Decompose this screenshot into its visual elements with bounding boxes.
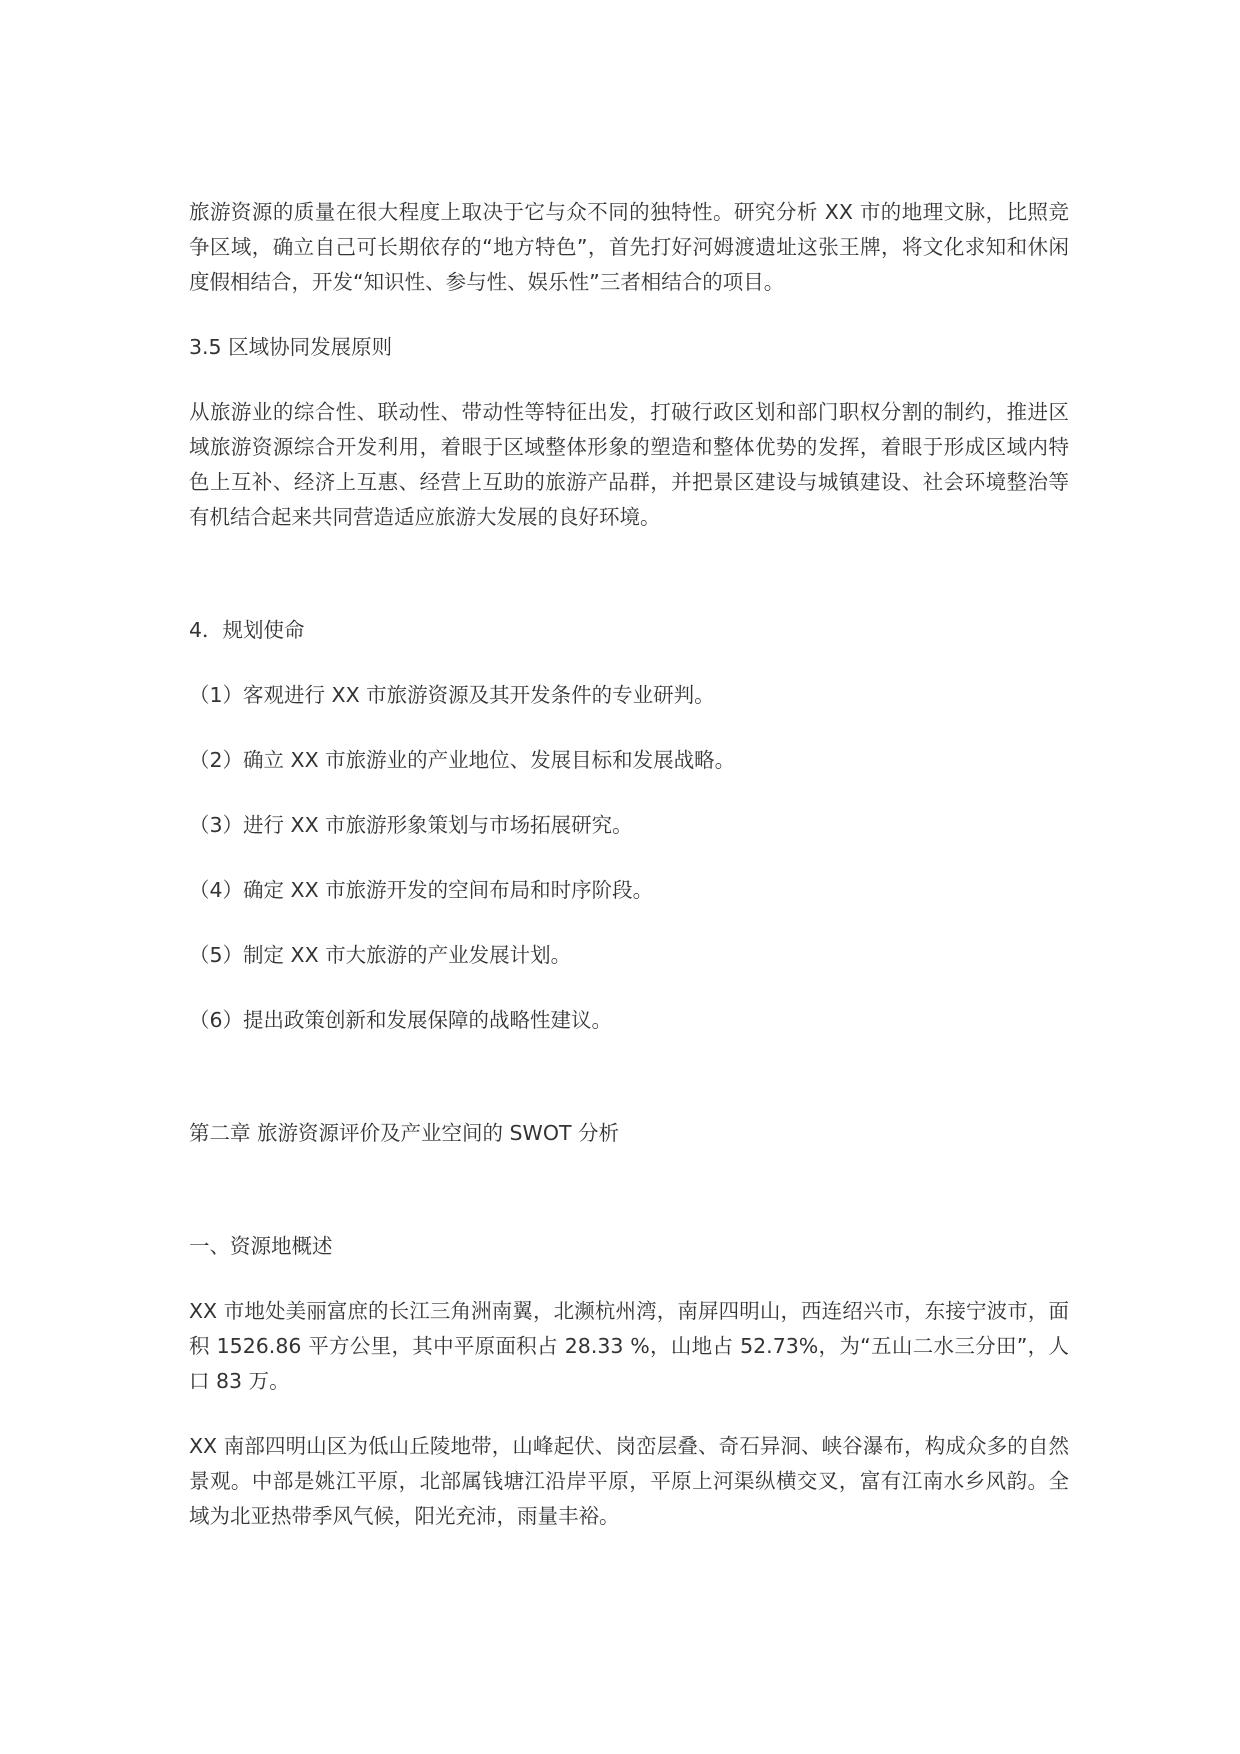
mission-item-4: （4）确定 XX 市旅游开发的空间布局和时序阶段。 [189, 878, 654, 902]
spacer [189, 973, 1069, 1003]
spacer [189, 535, 1069, 613]
spacer [189, 365, 1069, 395]
spacer [189, 843, 1069, 873]
paragraph-location: XX 市地处美丽富庶的长江三角洲南翼，北濒杭州湾，南屏四明山，西连绍兴市，东接宁波市，面积 1526.86 平方公里，其中平原面积占 28.33 %，山地占 52.73%，为“五山二水三分田”，人口 83 万。 [189, 1299, 1069, 1393]
spacer [189, 648, 1069, 678]
mission-item-5: （5）制定 XX 市大旅游的产业发展计划。 [189, 943, 572, 967]
mission-item-6: （6）提出政策创新和发展保障的战略性建议。 [189, 1008, 613, 1032]
spacer [189, 300, 1069, 330]
document-page [189, 195, 1069, 1534]
paragraph-regional-coordination: 从旅游业的综合性、联动性、带动性等特征出发，打破行政区划和部门职权分割的制约，推进区域旅游资源综合开发利用，着眼于区域整体形象的塑造和整体优势的发挥，着眼于形成区域内特色上互补、经济上互惠、经营上互助的旅游产品群，并把景区建设与城镇建设、社会环境整治等有机结合起来共同营造适应旅游大发展的良好环境。 [189, 400, 1069, 529]
spacer [189, 778, 1069, 808]
spacer [189, 1151, 1069, 1229]
spacer [189, 908, 1069, 938]
mission-item-3: （3）进行 XX 市旅游形象策划与市场拓展研究。 [189, 813, 633, 837]
section-heading-3-5: 3.5 区域协同发展原则 [189, 335, 393, 359]
section-heading-4: 4．规划使命 [189, 618, 305, 642]
spacer [189, 713, 1069, 743]
paragraph-uniqueness: 旅游资源的质量在很大程度上取决于它与众不同的独特性。研究分析 XX 市的地理文脉，比照竞争区域，确立自己可长期依存的“地方特色”，首先打好河姆渡遗址这张王牌，将文化求知和休闲度假相结合，开发“知识性、参与性、娱乐性”三者相结合的项目。 [189, 200, 1069, 294]
chapter-heading-2: 第二章 旅游资源评价及产业空间的 SWOT 分析 [189, 1121, 619, 1145]
spacer [189, 1038, 1069, 1116]
spacer [189, 1264, 1069, 1294]
mission-item-2: （2）确立 XX 市旅游业的产业地位、发展目标和发展战略。 [189, 748, 736, 772]
spacer [189, 1399, 1069, 1429]
paragraph-terrain: XX 南部四明山区为低山丘陵地带，山峰起伏、岗峦层叠、奇石异洞、峡谷瀑布，构成众多的自然景观。中部是姚江平原，北部属钱塘江沿岸平原，平原上河渠纵横交叉，富有江南水乡风韵。全域为北亚热带季风气候，阳光充沛，雨量丰裕。 [189, 1434, 1069, 1528]
section-heading-overview: 一、资源地概述 [189, 1234, 333, 1258]
mission-item-1: （1）客观进行 XX 市旅游资源及其开发条件的专业研判。 [189, 683, 715, 707]
